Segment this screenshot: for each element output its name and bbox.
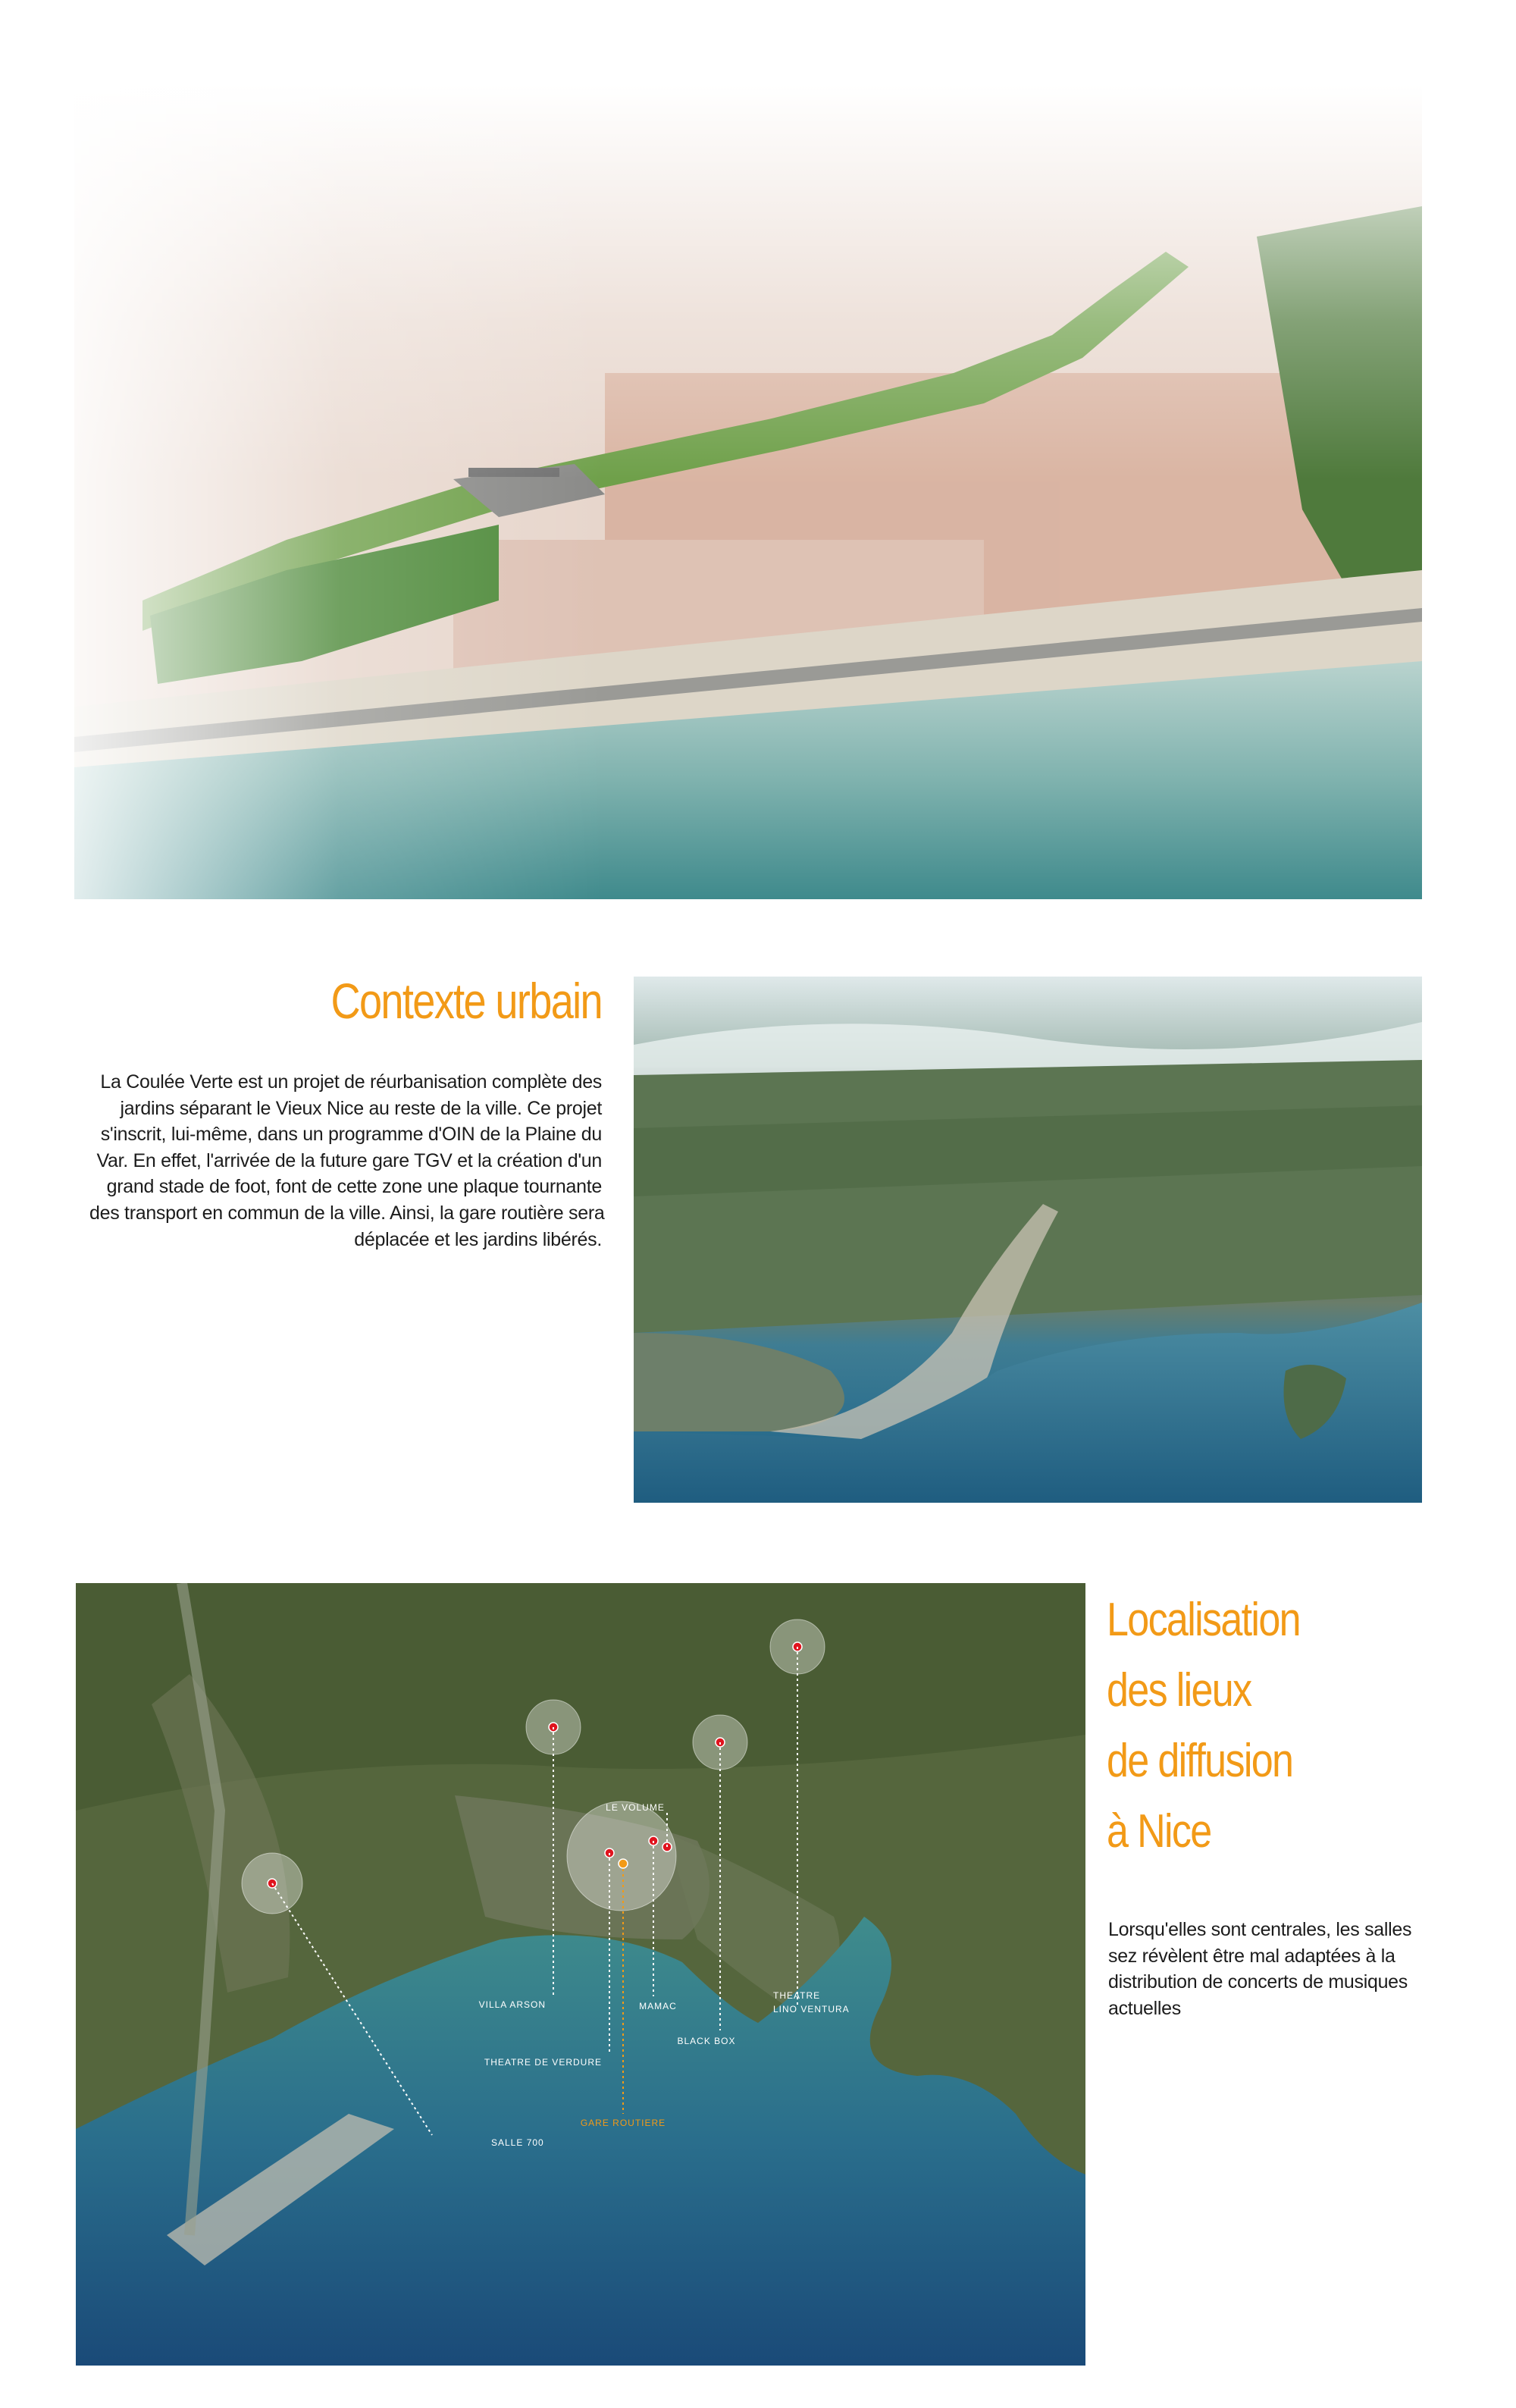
riviera-illustration xyxy=(634,977,1422,1503)
paragraph-line: déplacée et les jardins libérés. xyxy=(354,1228,602,1250)
section-title-localisation xyxy=(1107,1585,1374,1867)
title-line: de diffusion xyxy=(1107,1735,1293,1787)
title-line: Localisation xyxy=(1107,1594,1300,1646)
venue-circle-city-centre xyxy=(567,1801,676,1911)
section-title-contexte-urbain: Contexte urbain xyxy=(330,973,602,1029)
label-black-box: BLACK BOX xyxy=(677,2036,736,2046)
label-theatre-lino-ventura-line1: THEATRE xyxy=(773,1990,821,2001)
paragraph-line: sez révèlent être mal adaptées à la xyxy=(1108,1945,1395,1967)
nice-venues-map xyxy=(76,1583,1085,2366)
paragraph-line: distribution de concerts de musiques xyxy=(1108,1971,1408,1993)
paragraph-line: s'inscrit, lui-même, dans un programme d'OIN de la Plaine du xyxy=(100,1124,602,1146)
paragraph-line: des transport en commun de la ville. Ainsi, la gare routière sera xyxy=(89,1202,605,1224)
paragraph-line: actuelles xyxy=(1108,1997,1181,2019)
contexte-paragraph xyxy=(89,1069,605,1253)
label-salle-700: SALLE 700 xyxy=(491,2137,544,2148)
nice-venues-map-svg xyxy=(76,1583,1085,2366)
coulee-verte-illustration xyxy=(74,85,1422,899)
paragraph-line: La Coulée Verte est un projet de réurbanisation complète des xyxy=(100,1071,602,1093)
paragraph-line: jardins séparant le Vieux Nice au reste de la ville. Ce projet xyxy=(120,1097,602,1119)
coulee-verte-aerial-image xyxy=(74,85,1422,899)
localisation-paragraph xyxy=(1108,1917,1434,2021)
label-theatre-de-verdure: THEATRE DE VERDURE xyxy=(484,2057,602,2068)
label-le-volume: LE VOLUME xyxy=(606,1802,665,1813)
title-line: à Nice xyxy=(1107,1805,1211,1858)
title-line: des lieux xyxy=(1107,1664,1251,1717)
label-villa-arson: VILLA ARSON xyxy=(478,1999,546,2010)
paragraph-line: Var. En effet, l'arrivée de la future gare TGV et la création d'un xyxy=(96,1149,602,1171)
paragraph-line: Lorsqu'elles sont centrales, les salles xyxy=(1108,1919,1412,1940)
riviera-aerial-photo xyxy=(634,977,1422,1503)
paragraph-line: grand stade de foot, font de cette zone une plaque tournante xyxy=(106,1176,602,1198)
label-theatre-lino-ventura-line2: LINO VENTURA xyxy=(773,2004,850,2015)
label-mamac: MAMAC xyxy=(639,2001,677,2011)
label-gare-routiere: GARE ROUTIERE xyxy=(580,2118,666,2128)
